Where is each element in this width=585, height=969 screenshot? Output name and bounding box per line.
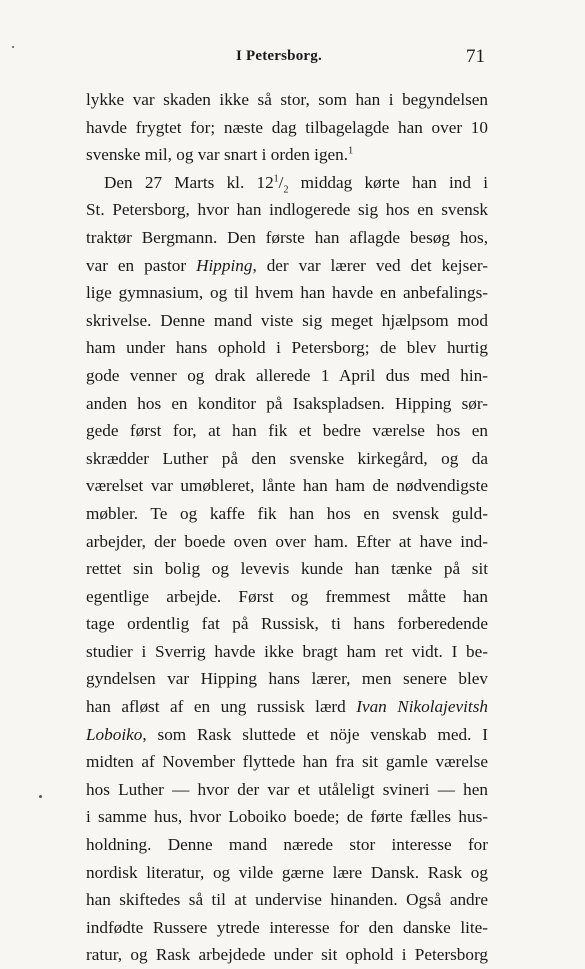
text-segment: lykke var skaden ikke så stor, som han i begyndelsen (86, 90, 488, 109)
italic-name: Loboiko (86, 724, 143, 744)
text-segment: holdning. Denne mand nærede stor interesse for (86, 835, 488, 855)
text-line (86, 141, 488, 169)
body-text (86, 86, 488, 969)
margin-speck (12, 46, 14, 48)
text-segment: nordisk literatur, og vilde gærne lære Dansk. Rask og (86, 862, 488, 882)
text-line (86, 196, 488, 224)
text-segment: midten af November flyttede han fra sit gamle værelse (86, 752, 488, 772)
text-line (86, 390, 488, 418)
text-line (86, 528, 488, 556)
text-line (86, 555, 488, 583)
text-line (86, 665, 488, 693)
text-line (86, 776, 488, 804)
text-segment: studier i Sverrig havde ikke bragt ham ret vidt. I be- (86, 641, 488, 661)
text-segment: traktør Bergmann. Den første han aflagde besøg hos, (86, 227, 488, 247)
text-line (86, 831, 488, 859)
text-segment: skrivelse. Denne mand viste sig meget hjælpsom mod (86, 310, 488, 330)
text-segment: ratur, og Rask arbejdede under sit ophold i Petersborg (86, 945, 488, 965)
text-line (86, 693, 488, 721)
text-segment: var en pastor (86, 255, 197, 275)
text-segment: middag kørte han ind i (288, 172, 488, 192)
text-segment: svenske mil, og var snart i orden igen. (86, 145, 349, 165)
text-segment: egentlige arbejde. Først og fremmest måtte han (86, 586, 488, 606)
text-segment: Den 27 Marts kl. 12 (104, 172, 274, 192)
text-line (86, 886, 488, 914)
text-segment: indfødte Russere ytrede interesse for den danske lite- (86, 917, 488, 937)
text-line (86, 803, 488, 831)
text-segment: han skiftedes så til at undervise hinanden. Også andre (86, 890, 488, 910)
italic-name: Hipping (196, 255, 253, 275)
text-segment: møbler. Te og kaffe fik han hos en svensk guld- (86, 503, 488, 523)
margin-speck (39, 795, 42, 798)
text-line (86, 500, 488, 528)
text-segment: anden hos en konditor på Isakspladsen. Hipping sør- (86, 393, 488, 413)
text-line (86, 941, 488, 969)
text-segment: skrædder Luther på den svenske kirkegård, og da (86, 448, 488, 468)
superscript: 1 (348, 145, 354, 157)
text-segment: ham under hans ophold i Petersborg; de blev hurtig (86, 338, 488, 358)
text-segment: lige gymnasium, og til hvem han havde en anbefalings- (86, 283, 488, 303)
text-line (86, 114, 488, 142)
superscript: 1 (273, 173, 279, 185)
text-line (86, 252, 488, 280)
text-line (86, 721, 488, 749)
text-segment: værelset var umøbleret, lånte han ham de nødvendigste (86, 476, 488, 496)
text-segment: gode venner og drak allerede 1 April dus med hin- (86, 365, 488, 385)
text-segment: / (278, 172, 284, 192)
running-title: I Petersborg. (236, 48, 322, 64)
text-segment: St. Petersborg, hvor han indlogerede sig hos en svensk (86, 200, 488, 220)
text-segment: han afløst af en ung russisk lærd (86, 697, 357, 717)
page-number: 71 (466, 46, 485, 67)
text-line (86, 362, 488, 390)
text-line (86, 914, 488, 942)
text-line (86, 334, 488, 362)
text-line (86, 417, 488, 445)
text-line (86, 583, 488, 611)
text-line (86, 445, 488, 473)
text-segment: i samme hus, hvor Loboiko boede; de førte fælles hus- (86, 807, 488, 827)
text-segment: , som Rask sluttede et nöje venskab med. I (142, 724, 488, 744)
text-segment: gyndelsen var Hipping hans lærer, men senere blev (86, 669, 488, 689)
running-header (0, 48, 585, 72)
italic-name: Ivan Nikolajevitsh (356, 697, 488, 717)
text-line (86, 472, 488, 500)
text-line (86, 748, 488, 776)
text-segment: , der var lærer ved det kejser- (252, 255, 488, 275)
text-line (86, 224, 488, 252)
text-line (86, 638, 488, 666)
text-segment: arbejder, der boede oven over ham. Efter at have ind- (86, 531, 488, 551)
text-segment: tage ordentlig fat på Russisk, ti hans forberedende (86, 614, 488, 634)
text-line (86, 610, 488, 638)
text-line (86, 307, 488, 335)
text-line (86, 279, 488, 307)
text-line (86, 169, 488, 197)
text-segment: hos Luther — hvor der var et utåleligt svineri — hen (86, 779, 488, 799)
subscript: 2 (283, 184, 289, 196)
text-segment: gede først for, at han fik et bedre værelse hos en (86, 421, 488, 441)
text-line (86, 859, 488, 887)
text-segment: havde frygtet for; næste dag tilbagelagde han over 10 (86, 117, 488, 137)
text-line (86, 86, 488, 114)
text-segment: rettet sin bolig og levevis kunde han tænke på sit (86, 559, 488, 579)
